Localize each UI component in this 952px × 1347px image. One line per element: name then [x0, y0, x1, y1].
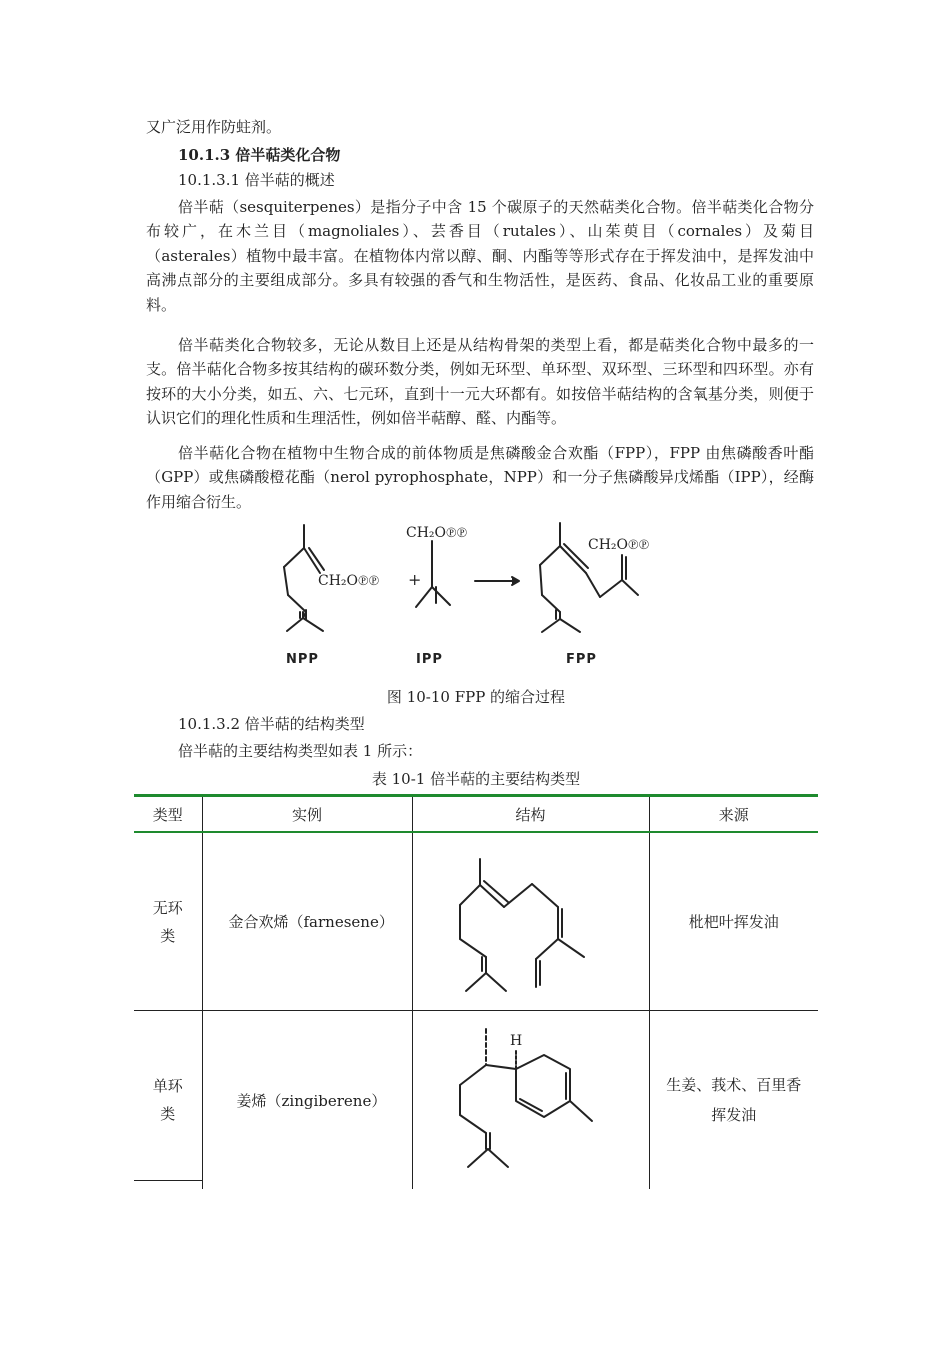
- header-source: 来源: [649, 796, 818, 833]
- reaction-arrow: [475, 577, 519, 585]
- paragraph-classification: 倍半萜类化合物较多，无论从数目上还是从结构骨架的类型上看，都是萜类化合物中最多的一支。倍半萜化合物多按其结构的碳环数分类，例如无环型、单环型、双环型、三环型和四环型。亦有按环的大小分类，如五、六、七元环，直到十一元大环都有。如按倍半萜结构的含氧基分类，则便于认识它们的理化性质和生理活性，例如倍半萜醇、醛、内酯等。: [146, 336, 814, 428]
- npp-label: NPP: [286, 652, 319, 667]
- subsection-heading-1: 10.1.3.1 倍半萜的概述: [178, 171, 335, 189]
- cell-source: 生姜、莪术、百里香挥发油: [649, 1011, 818, 1190]
- header-example: 实例: [202, 796, 412, 833]
- npp-group-text: CH₂O℗℗: [318, 573, 380, 589]
- paragraph-overview: 倍半萜（sesquiterpenes）是指分子中含 15 个碳原子的天然萜类化合物。倍半萜类化合物分布较广，在木兰目（magnoliales）、芸香目（rutales）、山茱萸目（cornales）及菊目（asterales）植物中最丰富。在植物体内常以醇、酮、内酯等等形式存在于挥发油中，是挥发油中高沸点部分的主要组成部分。多具有较强的香气和生物活性，是医药、食品、化妆品工业的重要原料。: [146, 198, 814, 314]
- farnesene-structure: [446, 847, 616, 997]
- table-header-row: [134, 796, 818, 833]
- figure-caption: 图 10-10 FPP 的缩合过程: [386, 688, 566, 706]
- structure-types-table: [134, 794, 818, 1189]
- table-intro: 倍半萜的主要结构类型如表 1 所示：: [178, 742, 423, 760]
- cell-structure: [412, 1011, 649, 1190]
- plus-sign: +: [408, 570, 422, 589]
- subsection-heading-2: 10.1.3.2 倍半萜的结构类型: [178, 715, 365, 733]
- ipp-group-text: CH₂O℗℗: [406, 525, 468, 541]
- table-bottom-rule: [134, 1180, 202, 1181]
- table-row: [134, 832, 818, 1011]
- table-caption: 表 10-1 倍半萜的主要结构类型: [371, 770, 581, 788]
- section-heading: 10.1.3 倍半萜类化合物: [178, 146, 341, 164]
- cell-structure: [412, 832, 649, 1011]
- paragraph-biosynthesis: 倍半萜化合物在植物中生物合成的前体物质是焦磷酸金合欢酯（FPP），FPP 由焦磷酸香叶酯（GPP）或焦磷酸橙花酯（nerol pyrophosphate，NPP）和一分子焦磷酸异戊烯酯（IPP），经酶作用缩合衍生。: [146, 444, 814, 511]
- fpp-group-text: CH₂O℗℗: [588, 537, 650, 553]
- cell-source: 枇杷叶挥发油: [649, 832, 818, 1011]
- header-type: 类型: [134, 796, 202, 833]
- cell-type: 无环类: [134, 832, 202, 1011]
- ipp-label: IPP: [416, 652, 443, 667]
- fpp-condensation-scheme: [270, 515, 690, 675]
- header-structure: 结构: [412, 796, 649, 833]
- cell-example: 金合欢烯（farnesene）: [202, 832, 412, 1011]
- intro-line: 又广泛用作防蛀剂。: [146, 118, 282, 136]
- cell-example: 姜烯（zingiberene）: [202, 1011, 412, 1190]
- fpp-label: FPP: [566, 652, 597, 667]
- table-row: [134, 1011, 818, 1190]
- cell-type: 单环类: [152, 1077, 183, 1123]
- stereo-h-label: H: [509, 1033, 522, 1049]
- zingiberene-structure: [446, 1025, 616, 1175]
